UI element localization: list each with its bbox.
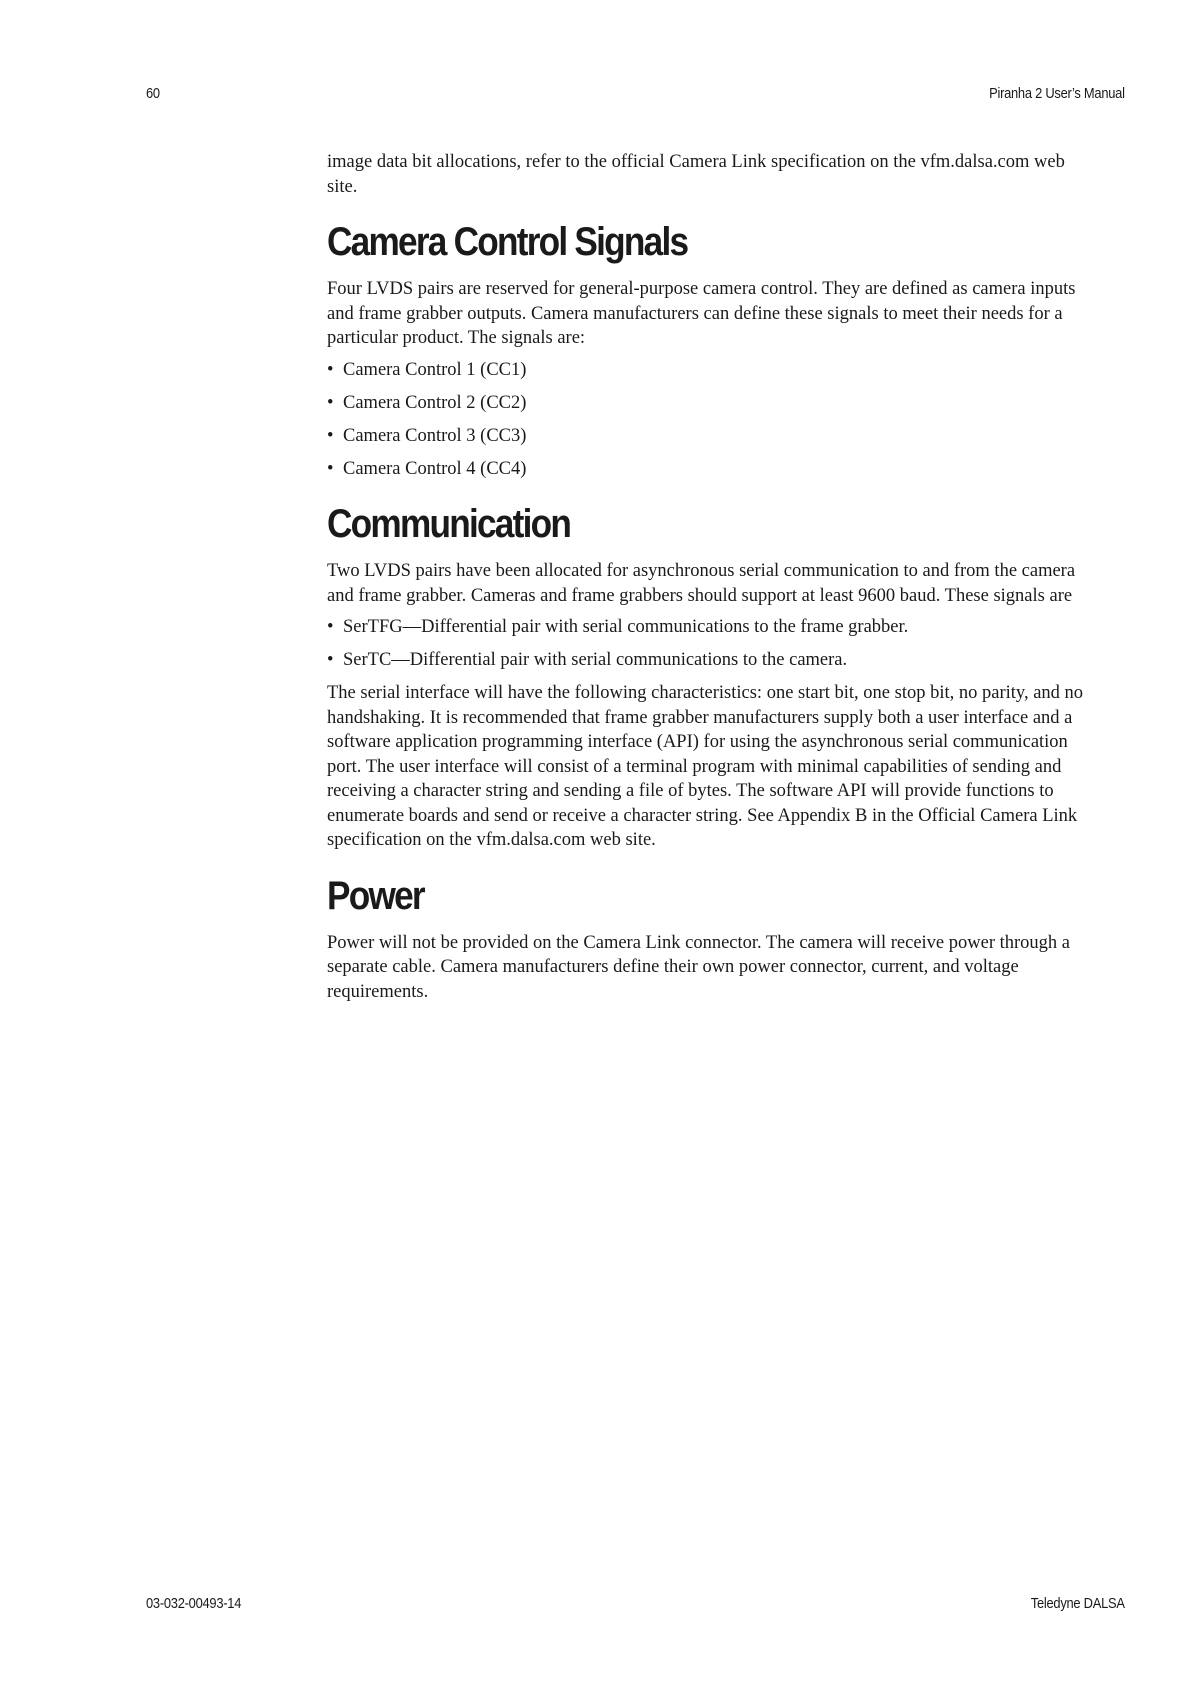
bullet-glyph: • [327,425,334,446]
serial-interface-paragraph: The serial interface will have the following characteristics: one start bit, one stop bit, no parity, and no handshaking. It is recommended that frame grabber manufacturers supply both a user interface and a software application programming interface (API) for using the asynchronous serial communication port. The user interface will consist of a terminal program with minimal capabilities of sending and receiving a character string and sending a file of bytes. The software API will provide functions to enumerate boards and send or receive a character string. See Appendix B in the Official Camera Link specification on the vfm.dalsa.com web site. [327,683,1084,850]
communication-paragraph: Two LVDS pairs have been allocated for asynchronous serial communication to and from the camera and frame grabber. Cameras and frame grabbers should support at least 9600 baud. These signals are [327,561,1076,606]
page-number: 60 [146,85,160,102]
document-number: 03-032-00493-14 [146,1595,242,1612]
bullet-glyph: • [327,359,334,380]
power-paragraph: Power will not be provided on the Camera Link connector. The camera will receive power through a separate cable. Camera manufacturers define their own power connector, current, and voltage requirements. [327,932,1071,1002]
bullet-glyph: • [327,392,334,413]
communication-list [327,615,1097,673]
list-item: • SerTFG—Differential pair with serial communications to the frame grabber. [327,615,1097,640]
list-item: • Camera Control 3 (CC3) [327,424,1097,449]
page-content [327,150,1097,1011]
list-item: • Camera Control 4 (CC4) [327,457,1097,482]
bullet-glyph: • [327,458,334,479]
page-footer [146,1595,1125,1612]
section-heading-camera-control-signals: Camera Control Signals [327,220,688,264]
section-heading-power: Power [327,873,424,918]
list-item: • SerTC—Differential pair with serial communications to the camera. [327,648,1097,673]
company-name: Teledyne DALSA [1030,1595,1125,1612]
page-header [146,85,1125,102]
camera-control-paragraph: Four LVDS pairs are reserved for general-purpose camera control. They are defined as camera inputs and frame grabber outputs. Camera manufacturers can define these signals to meet their needs for a particular product. The signals are: [327,279,1076,348]
list-item: • Camera Control 1 (CC1) [327,358,1097,383]
bullet-glyph: • [327,650,334,670]
list-item: • Camera Control 2 (CC2) [327,391,1097,416]
camera-control-list [327,358,1097,482]
manual-title: Piranha 2 User’s Manual [989,85,1125,102]
section-heading-communication: Communication [327,502,571,546]
intro-paragraph: image data bit allocations, refer to the official Camera Link specification on the vfm.dalsa.com web site. [327,152,1065,197]
bullet-glyph: • [327,617,334,637]
